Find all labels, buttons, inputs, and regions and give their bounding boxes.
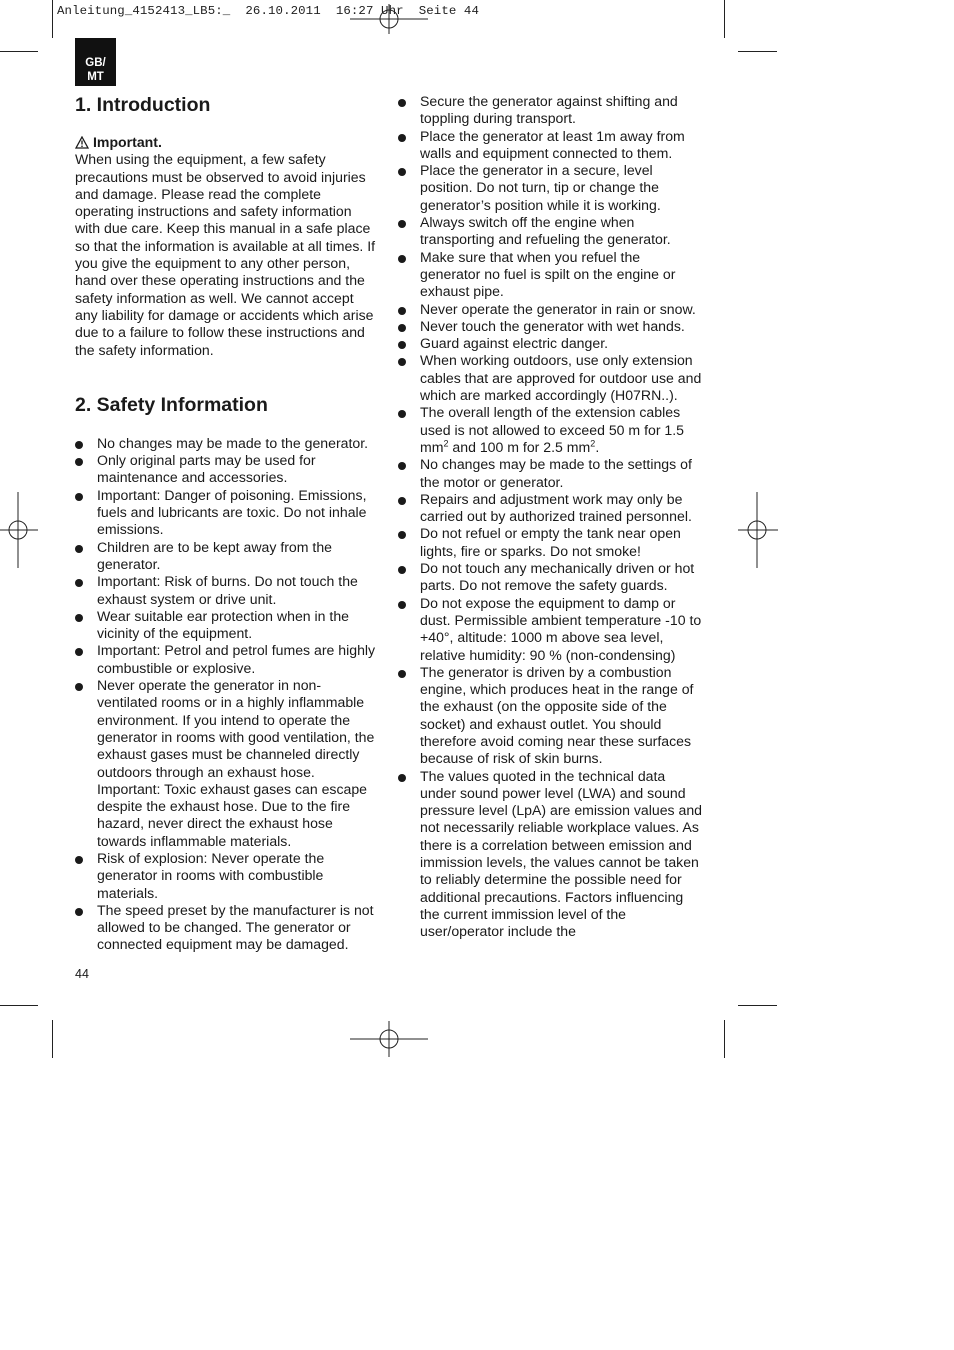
registration-mark-icon [738,492,778,568]
list-item: Children are to be kept away from the generator. [75,539,380,574]
list-item: Risk of explosion: Never operate the generator in rooms with combustible materials. [75,850,380,902]
list-item: Always switch off the engine when transporting and refueling the generator. [398,214,703,249]
cable-text-2: and 100 m for 2.5 mm [448,438,591,455]
superscript: 2 [443,438,449,449]
registration-mark-icon [350,1021,428,1057]
crop-mark [724,1020,725,1058]
superscript: 2 [590,438,596,449]
crop-mark [0,51,38,52]
cable-text-3: . [595,438,600,455]
list-item: The generator is driven by a combustion engine, which produces heat in the range of the exhaust (on the opposite side of the socket) and exhaust outlet. You should therefore avoid coming near these surfaces because of risk of skin burns. [398,664,703,768]
list-item: Wear suitable ear protection when in the vicinity of the equipment. [75,608,380,643]
list-item: Never operate the generator in non-ventilated rooms or in a highly inflammable environment. If you intend to operate the generator in rooms with good ventilation, the exhaust gases must be channeled directly outdoors through an exhaust hose. Important: Toxic exhaust gases can escape despite the exhaust hose. Due to the fire hazard, never direct the exhaust hose towards inflammable materials. [75,677,380,850]
language-badge [75,38,116,86]
crop-mark [724,0,725,38]
crop-mark [738,1005,777,1006]
list-item: Important: Danger of poisoning. Emissions, fuels and lubricants are toxic. Do not inhale emissions. [75,487,380,539]
left-column [75,92,380,954]
safety-heading: 2. Safety Information [75,393,268,416]
print-header: Anleitung_4152413_LB5:_ 26.10.2011 16:27 Uhr Seite 44 [57,4,479,18]
list-item: Secure the generator against shifting and toppling during transport. [398,93,703,128]
crop-mark [52,1020,53,1058]
list-item: No changes may be made to the settings of the motor or generator. [398,456,703,491]
list-item: Guard against electric danger. [398,335,703,352]
language-badge-line2: MT [87,71,104,83]
intro-heading: 1. Introduction [75,94,211,116]
important-note [75,134,380,151]
registration-mark-icon [0,492,38,568]
cable-text-1: The overall length of the extension cables used is not allowed to exceed 50 m for 1.5 mm [420,404,685,455]
list-item: Never operate the generator in rain or snow. [398,301,703,318]
list-item: The speed preset by the manufacturer is not allowed to be changed. The generator or connected equipment may be damaged. [75,902,380,954]
language-badge-line1: GB/ [85,57,106,69]
list-item: Do not expose the equipment to damp or dust. Permissible ambient temperature -10 to +40°, altitude: 1000 m above sea level, relative humidity: 90 % (non-condensing) [398,595,703,664]
list-item: No changes may be made to the generator. [75,435,380,452]
list-item: Do not refuel or empty the tank near open lights, fire or sparks. Do not smoke! [398,525,703,560]
right-column [398,93,703,941]
crop-mark [0,1005,38,1006]
list-item: Do not touch any mechanically driven or hot parts. Do not remove the safety guards. [398,560,703,595]
list-item: Place the generator in a secure, level position. Do not turn, tip or change the generator’s position while it is working. [398,162,703,214]
list-item: Important: Petrol and petrol fumes are highly combustible or explosive. [75,642,380,677]
safety-list-left [75,435,380,954]
crop-mark [52,0,53,38]
list-item: When working outdoors, use only extension cables that are approved for outdoor use and which are marked accordingly (H07RN..). [398,352,703,404]
list-item: Repairs and adjustment work may only be carried out by authorized trained personnel. [398,491,703,526]
registration-mark-icon [350,4,428,34]
crop-mark [738,51,777,52]
warning-triangle-icon [75,136,89,149]
list-item: Place the generator at least 1m away from walls and equipment connected to them. [398,128,703,163]
list-item-cable-length [398,404,703,456]
list-item: Only original parts may be used for maintenance and accessories. [75,452,380,487]
list-item: Important: Risk of burns. Do not touch the exhaust system or drive unit. [75,573,380,608]
list-item: The values quoted in the technical data under sound power level (LWA) and sound pressure level (LpA) are emission values and not necessarily reliable workplace values. As there is a correlation between emission and immission levels, the values cannot be taken to reliably determine the possible need for additional precautions. Factors influencing the current immission level of the user/operator include the [398,768,703,941]
safety-list-right [398,93,703,941]
list-item: Never touch the generator with wet hands. [398,318,703,335]
intro-paragraph: When using the equipment, a few safety precautions must be observed to avoid injuries and damage. Please read the complete operating instructions and safety information with due care. Keep this manual in a safe place so that the information is available at all times. If you give the equipment to any other person, hand over these operating instructions and the safety information as well. We cannot accept any liability for damage or accidents which arise due to a failure to follow these instructions and the safety information. [75,151,376,358]
important-label: Important. [93,134,162,150]
list-item: Make sure that when you refuel the generator no fuel is spilt on the engine or exhaust pipe. [398,249,703,301]
page-number: 44 [75,967,89,981]
